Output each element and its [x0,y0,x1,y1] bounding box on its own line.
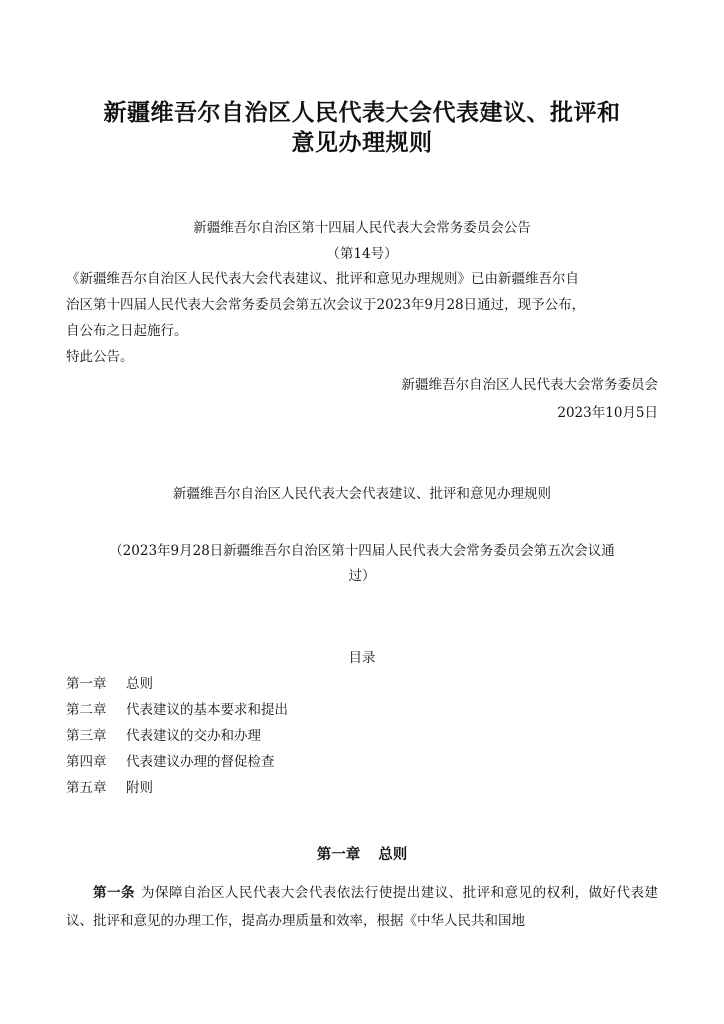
toc-item-title: 代表建议的交办和办理 [126,728,261,744]
toc-item[interactable] [66,698,658,722]
toc-item-number: 第三章 [66,728,107,744]
toc-item-number: 第一章 [66,676,107,692]
toc-item[interactable] [66,750,658,774]
toc-item-title: 附则 [126,780,153,796]
rules-title: 新疆维吾尔自治区人民代表大会代表建议、批评和意见办理规则 [173,486,551,502]
article-paragraph [66,879,658,935]
announcement-body-line-1: 《新疆维吾尔自治区人民代表大会代表建议、批评和意见办理规则》已由新疆维吾尔自 [66,271,579,287]
announcement-number: （第14号） [326,246,398,262]
announcement-date: 2023年10月5日 [557,405,658,421]
chapter-title: 总则 [378,847,408,863]
toc-item[interactable] [66,776,658,800]
article-text: 为保障自治区人民代表大会代表依法行使提出建议、批评和意见的权利，做好代表建议、批评和意见的办理工作，提高办理质量和效率，根据《中华人民共和国地 [66,885,659,929]
toc-item[interactable] [66,672,658,696]
toc-item-number: 第二章 [66,702,107,718]
adoption-note-line-2: 过） [348,568,376,584]
document-title-line-2: 意见办理规则 [291,130,433,156]
chapter-heading [66,843,658,867]
announcement-closing: 特此公告。 [66,349,134,365]
chapter-number: 第一章 [316,847,361,863]
toc-item-title: 代表建议办理的督促检查 [126,754,275,770]
document-page [66,0,658,1024]
announcement-issuer: 新疆维吾尔自治区第十四届人民代表大会常务委员会公告 [193,220,531,236]
announcement-body-line-2: 治区第十四届人民代表大会常务委员会第五次会议于2023年9月28日通过，现予公布， [66,297,586,313]
document-title-line-1: 新疆维吾尔自治区人民代表大会代表建议、批评和 [103,100,621,126]
announcement-signatory: 新疆维吾尔自治区人民代表大会常务委员会 [401,377,658,393]
toc-item-title: 总则 [126,676,153,692]
toc-item-number: 第四章 [66,754,107,770]
toc-item-title: 代表建议的基本要求和提出 [126,702,288,718]
toc-heading: 目录 [348,650,376,666]
article-label: 第一条 [93,885,135,901]
document-title [66,98,658,158]
toc-item-number: 第五章 [66,780,107,796]
announcement-body-line-3: 自公布之日起施行。 [66,323,188,339]
toc-item[interactable] [66,724,658,748]
adoption-note-line-1: （2023年9月28日新疆维吾尔自治区第十四届人民代表大会常务委员会第五次会议通 [109,543,615,559]
